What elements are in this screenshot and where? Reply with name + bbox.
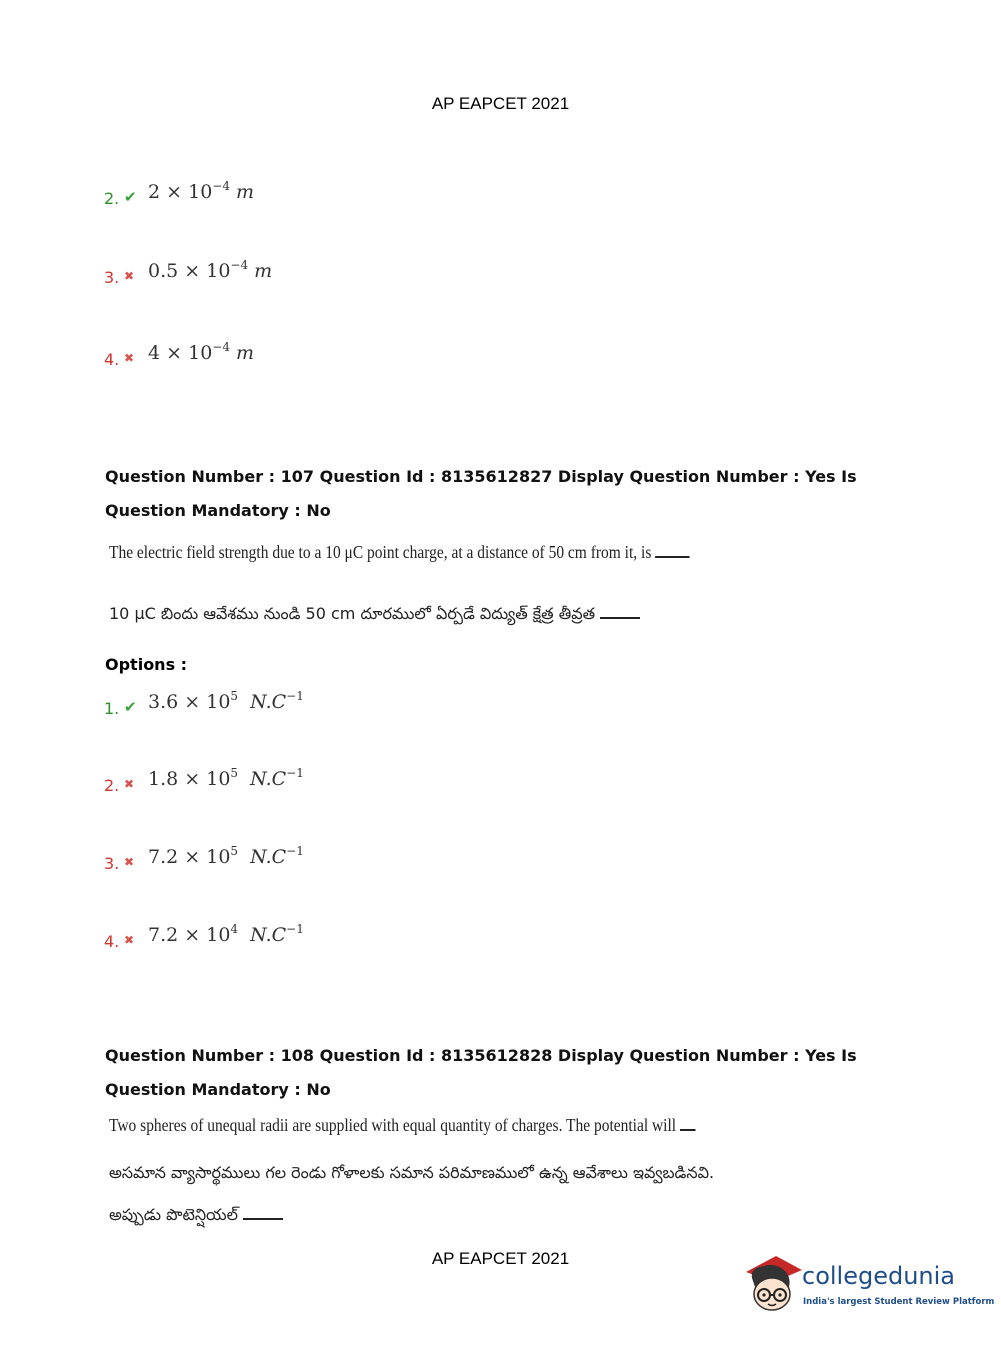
option-107-4: [104, 919, 304, 949]
option-value: $7.2 \times 10^5$ $N.C^{-1}$: [148, 844, 304, 868]
page-footer: AP EAPCET 2021: [431, 1249, 570, 1268]
answer-blank: [600, 603, 640, 619]
collegedunia-logo-text: collegedunia: [802, 1262, 956, 1290]
question-108-stem-telugu-line1: అసమాన వ్యాసార్థములు గల రెండు గోళాలకు సమాన పరిమాణములో ఉన్న ఆవేశాలు ఇవ్వబడినవి.: [109, 1163, 715, 1182]
option-number: 1.: [104, 698, 120, 718]
option-value: $2 \times 10^{-4}$ m: [148, 179, 255, 203]
answer-blank: [243, 1204, 283, 1220]
page-header: AP EAPCET 2021: [431, 94, 570, 113]
option-number: 4.: [104, 931, 120, 951]
option-107-2: [104, 763, 304, 793]
check-icon: ✔: [124, 698, 137, 716]
cross-icon: ✖: [124, 351, 135, 365]
option-value: $0.5 \times 10^{-4}$ m: [148, 258, 273, 282]
question-108-stem-telugu-line2: అప్పుడు పొటెన్షియల్: [109, 1204, 283, 1228]
cross-icon: ✖: [124, 933, 135, 947]
option-value: $3.6 \times 10^5$ $N.C^{-1}$: [148, 689, 304, 713]
cross-icon: ✖: [124, 855, 135, 869]
option-prev-3: [104, 255, 272, 285]
question-108-stem-english: Two spheres of unequal radii are supplied with equal quantity of charges. The potential will: [109, 1115, 695, 1136]
question-108-header: Question Number : 108 Question Id : 8135612828 Display Question Number : Yes Is Question Mandatory : No: [105, 1046, 857, 1099]
option-value: $1.8 \times 10^5$ $N.C^{-1}$: [148, 766, 304, 790]
cross-icon: ✖: [124, 777, 135, 791]
question-107-header: Question Number : 107 Question Id : 8135612827 Display Question Number : Yes Is Question Mandatory : No: [105, 467, 857, 520]
answer-blank: [655, 542, 689, 558]
option-107-1: [104, 686, 304, 716]
question-107-stem-english: The electric field strength due to a 10 μC point charge, at a distance of 50 cm from it, is: [109, 542, 690, 563]
option-107-3: [104, 841, 304, 871]
option-number: 2.: [104, 188, 120, 208]
option-number: 3.: [104, 853, 120, 873]
option-number: 2.: [104, 775, 120, 795]
answer-blank: [680, 1115, 695, 1131]
option-prev-2: [104, 176, 254, 206]
option-number: 3.: [104, 267, 120, 287]
option-number: 4.: [104, 349, 120, 369]
option-value: $4 \times 10^{-4}$ m: [148, 340, 255, 364]
cross-icon: ✖: [124, 269, 135, 283]
option-value: $7.2 \times 10^4$ $N.C^{-1}$: [148, 922, 304, 946]
collegedunia-tagline: India's largest Student Review Platform: [803, 1297, 995, 1307]
question-107-stem-telugu: 10 μC బిందు ఆవేశము నుండి 50 cm దూరములో ఏర్పడే విద్యుత్ క్షేత్ర తీవ్రత: [109, 603, 640, 627]
collegedunia-mascot-icon: [742, 1250, 804, 1320]
options-label: Options :: [105, 655, 188, 674]
check-icon: ✔: [124, 188, 137, 206]
option-prev-4: [104, 337, 254, 367]
